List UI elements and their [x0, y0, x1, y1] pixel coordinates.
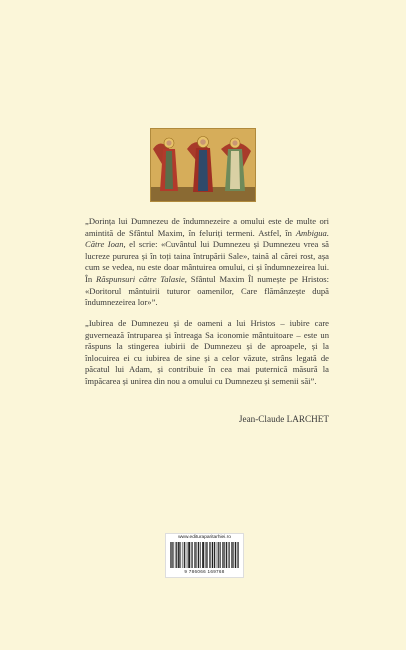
barcode-bar [180, 542, 181, 568]
barcode-bar [212, 542, 213, 568]
barcode-bar [233, 542, 234, 568]
work-title-talasie: Răspunsuri către Talasie [96, 273, 185, 284]
barcode-bar [178, 542, 179, 568]
barcode-bar [199, 542, 200, 568]
barcode-bar [226, 542, 227, 568]
barcode-bar [222, 542, 223, 568]
barcode-bar [192, 542, 193, 568]
barcode-bar [176, 542, 177, 568]
barcode-bar [213, 542, 214, 568]
barcode-bar [232, 542, 233, 568]
barcode-bar [170, 542, 171, 568]
barcode-bar [236, 542, 237, 568]
barcode-bar [210, 542, 211, 568]
barcode-bar [203, 542, 204, 568]
barcode-bar [218, 542, 219, 568]
barcode-digits: 9 786066 169768 [184, 569, 225, 574]
barcode-bar [219, 542, 220, 568]
barcode-bar [224, 542, 225, 568]
barcode-bar [183, 542, 184, 568]
barcode-bar [229, 542, 230, 568]
barcode-bar [220, 542, 221, 568]
paragraph-1-text-c: , Sfântul Maxim Îl numește pe Hristos: «Doritorul mântuirii tuturor oamenilor, Care flămânzește după îndumnezeirea lor»”. [85, 273, 329, 308]
paragraph-1-text-a: „Dorința lui Dumnezeu de îndumnezeire a omului este de multe ori amintită de Sfântul Maxim, în feluriți termeni. Astfel, în [85, 216, 329, 238]
barcode-bar [190, 542, 191, 568]
barcode-bar [223, 542, 224, 568]
barcode-bar [191, 542, 192, 568]
barcode-bar [203, 542, 204, 568]
barcode-bar [184, 542, 185, 568]
author-name: Jean-Claude LARCHET [238, 414, 329, 424]
work-title-ambigua: Ambigua. Către Ioan [85, 227, 329, 250]
barcode-bar [215, 542, 216, 568]
barcode-bar [198, 542, 199, 568]
barcode-bar [172, 542, 173, 568]
barcode-bar [231, 542, 232, 568]
barcode-bar [226, 542, 227, 568]
barcode-bar [209, 542, 210, 568]
cover-icon-image [150, 128, 256, 202]
barcode-bar [206, 542, 207, 568]
barcode-bar [228, 542, 229, 568]
barcode [165, 533, 244, 578]
paragraph-1 [85, 216, 329, 309]
barcode-bar [188, 542, 189, 568]
barcode-bar [194, 542, 195, 568]
three-angels-icon [151, 129, 255, 201]
barcode-bar [171, 542, 172, 568]
barcode-bar [187, 542, 188, 568]
barcode-bar [238, 542, 239, 568]
barcode-bar [196, 542, 197, 568]
barcode-bars [170, 542, 239, 568]
barcode-bar [200, 542, 201, 568]
barcode-bar [237, 542, 238, 568]
barcode-bar [214, 542, 215, 568]
barcode-bar [207, 542, 208, 568]
barcode-bar [235, 542, 236, 568]
barcode-bar [173, 542, 174, 568]
barcode-bar [189, 542, 190, 568]
paragraph-2-text: „Iubirea de Dumnezeu și de oameni a lui Hristos – iubire care guvernează întruparea și întreaga Sa iconomie mântuitoare – este un răspuns la stingerea iubirii de Dumnezeu și de aproapele, și la înlocuirea ei cu iubirea de sine și a celor văzute, strâns legată de păcatul lui Adam, și contribuie în cea mai puternică măsură la împăcarea și unirea din nou a omului cu Dumnezeu și semenii săi”. [85, 318, 329, 386]
paragraph-2 [85, 318, 329, 388]
barcode-bar [176, 542, 177, 568]
barcode-bar [217, 542, 218, 568]
barcode-bar [179, 542, 180, 568]
barcode-bar [202, 542, 203, 568]
paragraph-1-text-b: , el scrie: «Cuvântul lui Dumnezeu și Dumnezeu vrea să lucreze pururea și în toți taina întrupării Sale», taină al cărei rost, așa cum se vedea, nu este doar mântuirea omului, ci și îndumnezeirea lui. În [85, 239, 329, 284]
barcode-bar [178, 542, 179, 568]
barcode-bar [185, 542, 186, 568]
barcode-bar [195, 542, 196, 568]
barcode-bar [205, 542, 206, 568]
publisher-url: www.edituraparitarhiei.ro [178, 535, 231, 540]
